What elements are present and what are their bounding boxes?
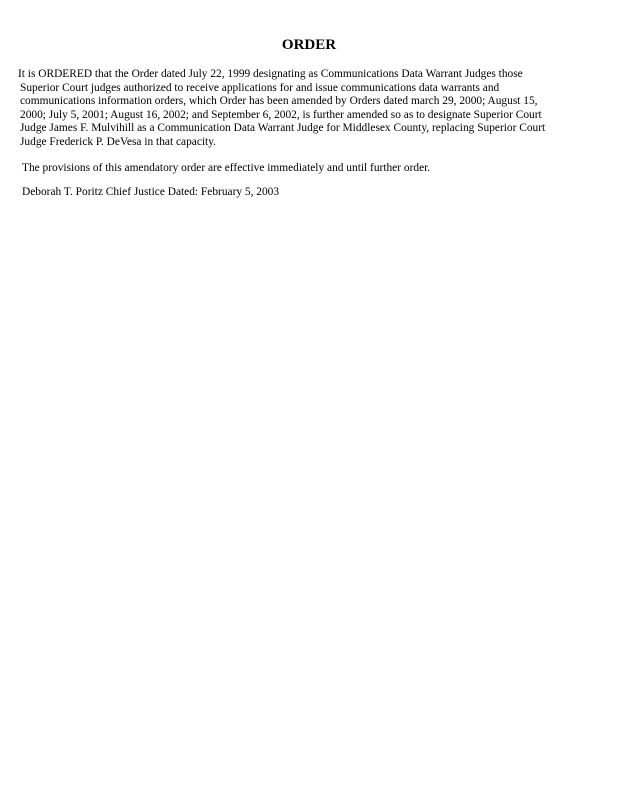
order-paragraph-line: It is ORDERED that the Order dated July 22, 1999 designating as Communications Data Warrant Judges those: [18, 68, 523, 80]
order-paragraph-line: Superior Court judges authorized to receive applications for and issue communications data warrants and: [20, 81, 500, 94]
signature-line: Deborah T. Poritz Chief Justice Dated: February 5, 2003: [22, 186, 280, 198]
order-paragraph-line: Judge Frederick P. DeVesa in that capacity.: [20, 135, 217, 148]
order-paragraph: [18, 68, 546, 150]
order-paragraph-line: Judge James F. Mulvihill as a Communication Data Warrant Judge for Middlesex County, replacing Superior Court: [20, 122, 546, 135]
effective-paragraph: The provisions of this amendatory order are effective immediately and until further order.: [22, 162, 431, 174]
order-paragraph-line: communications information orders, which Order has been amended by Orders dated march 29, 2000; August 15,: [20, 95, 538, 108]
document-title: ORDER: [281, 37, 337, 53]
order-paragraph-line: 2000; July 5, 2001; August 16, 2002; and September 6, 2002, is further amended so as to designate Superior Court: [20, 108, 542, 121]
